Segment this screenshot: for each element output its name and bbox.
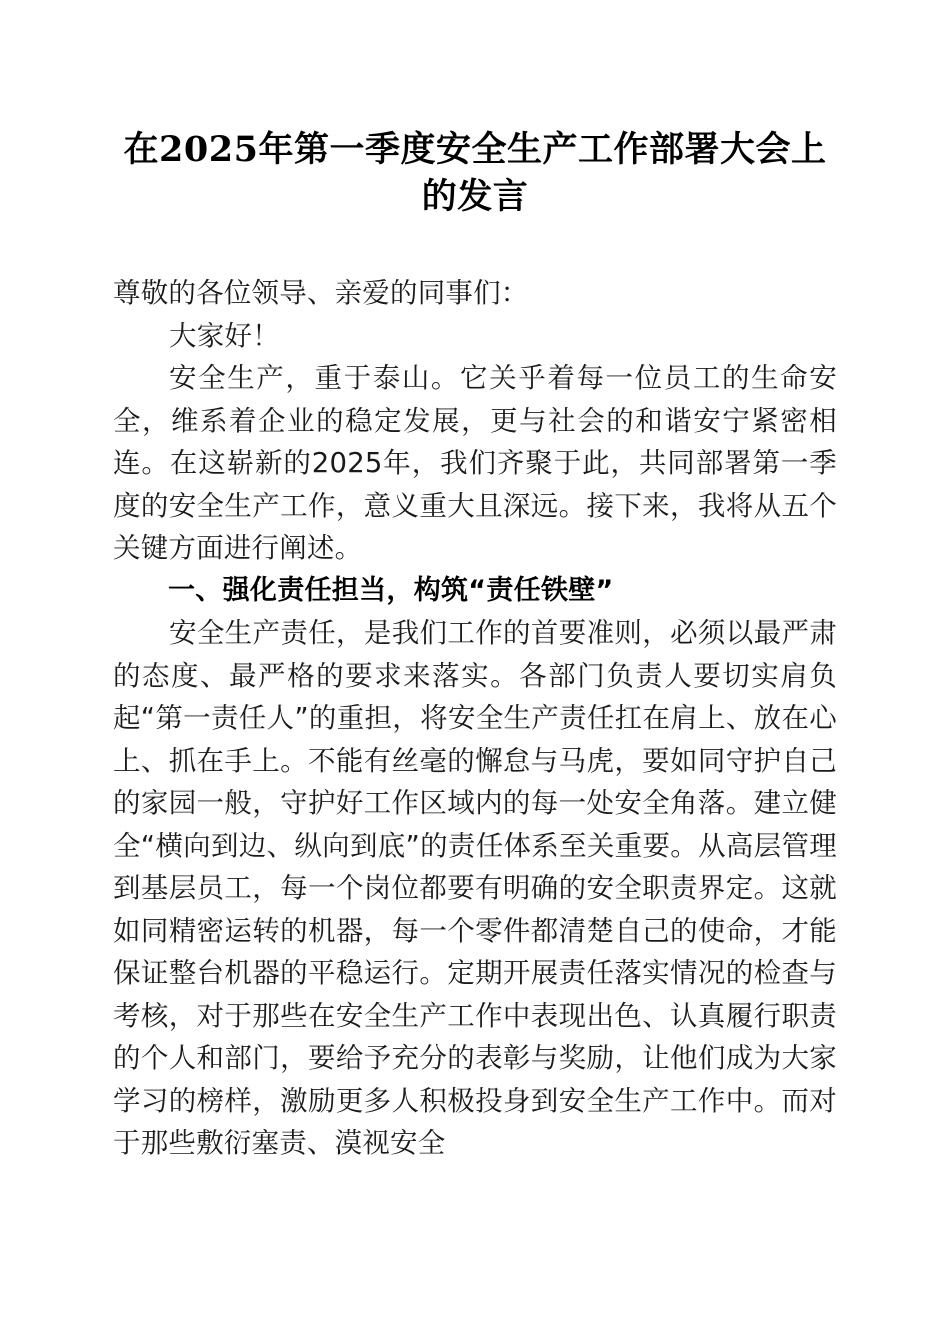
document-title: 在2025年第一季度安全生产工作部署大会上的发言 (123, 129, 827, 217)
greeting-paragraph: 大家好！ (169, 319, 280, 352)
intro-paragraph: 安全生产，重于泰山。它关乎着每一位员工的生命安全，维系着企业的稳定发展，更与社会的和谐安宁紧密相连。在这崭新的2025年，我们齐聚于此，共同部署第一季度的安全生产工作，意义重大且深远。接下来，我将从五个关键方面进行阐述。 (113, 362, 837, 564)
document-content-area (113, 126, 837, 1165)
section-heading-one: 一、强化责任担当，构筑“责任铁壁” (168, 574, 614, 606)
salutation-line: 尊敬的各位领导、亲爱的同事们： (113, 277, 529, 309)
section-one-body-paragraph: 安全生产责任，是我们工作的首要准则，必须以最严肃的态度、最严格的要求来落实。各部门负责人要切实肩负起“第一责任人”的重担，将安全生产责任扛在肩上、放在心上、抓在手上。不能有丝毫的懈怠与马虎，要如同守护自己的家园一般，守护好工作区域内的每一处安全角落。建立健全“横向到边、纵向到底”的责任体系至关重要。从高层管理到基层员工，每一个岗位都要有明确的安全职责界定。这就如同精密运转的机器，每一个零件都清楚自己的使命，才能保证整台机器的平稳运行。定期开展责任落实情况的检查与考核，对于那些在安全生产工作中表现出色、认真履行职责的个人和部门，要给予充分的表彰与奖励，让他们成为大家学习的榜样，激励更多人积极投身到安全生产工作中。而对于那些敷衍塞责、漠视安全 (113, 617, 837, 1159)
